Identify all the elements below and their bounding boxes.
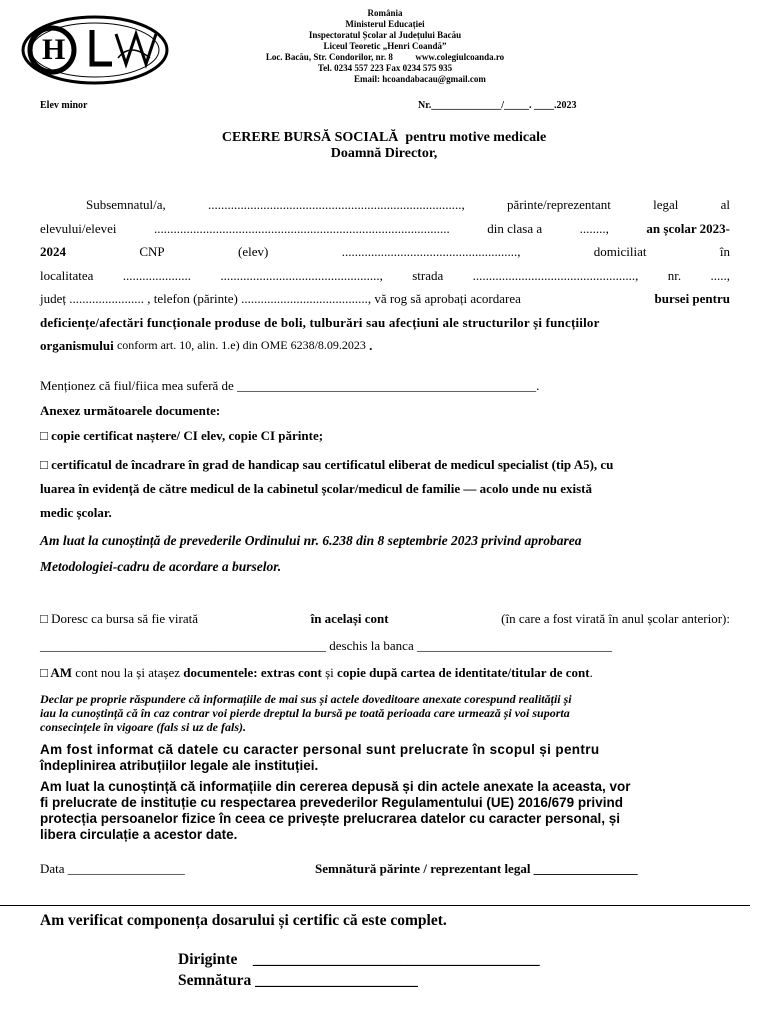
text-bold: bursei pentru: [654, 291, 730, 306]
text: Subsemnatul/a,: [86, 197, 166, 212]
text: luarea în evidență de către medicul de la cabinetul școlar/medicul de familie — acolo unde nu există: [40, 481, 592, 496]
header-line: Loc. Bacău, Str. Condorilor, nr. 8 www.colegiulcoanda.ro: [265, 52, 505, 62]
text-bold: organismului: [40, 338, 114, 353]
registration-number: Nr.______________/_____. ____.2023: [418, 100, 577, 111]
text: CNP: [139, 244, 165, 259]
text: localitatea: [40, 267, 94, 283]
header-line: Tel. 0234 557 223 Fax 0234 575 935: [317, 63, 453, 73]
annex-title: Anexez următoarele documente:: [40, 403, 221, 418]
divider: [0, 905, 750, 906]
locality-blank: .....................: [122, 267, 192, 283]
parent-signature: Semnătură părinte / reprezentant legal ________________: [315, 861, 638, 876]
street-blank: ..................................................,: [472, 267, 639, 283]
greeting: Doamnă Director,: [330, 146, 438, 161]
option-same-account: □ Doresc ca bursa să fie virată: [40, 611, 198, 626]
form-teacher-field: Diriginte _____________________________________: [178, 951, 540, 968]
header-line: Liceul Teoretic „Henri Coandă”: [323, 41, 447, 51]
text: deschis la banca: [329, 638, 414, 653]
text-bold: deficiențe/afectări funcționale produse de boli, tulburări sau afecțiuni ale structurilor și funcțiilor: [40, 314, 600, 330]
text: legal: [653, 197, 679, 212]
text: Am luat la cunoștință că informațiile din cererea depusă și din actele anexate la aceasta, vor: [40, 779, 631, 794]
school-year-end: 2024: [40, 244, 66, 259]
school-header: [200, 8, 570, 85]
request-paragraph: [40, 193, 730, 358]
text-bold: documentele: extras cont: [183, 665, 322, 680]
header-line: Email: hcoandabacau@gmail.com: [354, 74, 486, 84]
date-field: Data __________________: [40, 861, 185, 876]
text: în: [719, 244, 730, 259]
cnp-blank: ......................................................,: [341, 244, 521, 259]
text: părinte/reprezentant: [506, 197, 611, 212]
gdpr-notice-2: [40, 779, 740, 843]
number-blank: .....,: [710, 267, 730, 283]
text: îndeplinirea atribuțiilor legale ale instituției.: [40, 758, 319, 773]
text: conform art. 10, alin. 1.e) din OME 6238/8.09.2023: [116, 338, 366, 352]
teacher-signature: Semnătura _____________________: [178, 972, 418, 989]
class-blank: ........,: [579, 220, 609, 236]
text: nr.: [667, 267, 682, 283]
text: strada: [412, 267, 444, 283]
text: fi prelucrate de instituție cu respectarea prevederilor Regulamentului (UE) 2016/679 privind: [40, 795, 623, 810]
bank-blank: ______________________________: [416, 638, 612, 653]
text: din clasa a: [487, 220, 543, 236]
gdpr-notice-1: [40, 742, 740, 774]
text-bold: copie după cartea de identitate/titular de cont: [337, 665, 590, 680]
account-blank: ____________________________________________: [40, 638, 326, 653]
text: (elev): [238, 244, 269, 259]
text: .: [369, 338, 373, 353]
text-bold: în același cont: [310, 611, 389, 626]
school-year: an școlar 2023-: [646, 220, 730, 236]
text: cont nou la și atașez: [75, 665, 180, 680]
svg-text:H: H: [42, 33, 66, 66]
header-line: Inspectoratul Școlar al Județului Bacău: [308, 30, 462, 40]
student-blank: ...........................................................................................: [154, 220, 450, 236]
option-new-account: □ AM: [40, 665, 73, 680]
text: iau la cunoștință că în caz contrar voi pierde dreptul la bursă pe toată perioada care urmează și voi suporta: [40, 706, 570, 720]
declaration: [40, 692, 740, 734]
text: Am fost informat că datele cu caracter personal sunt prelucrate în scopul și pentru: [40, 742, 600, 757]
text: Am luat la cunoștință de prevederile Ordinului nr. 6.238 din 8 septembrie 2023 privind aprobarea: [40, 533, 582, 548]
title-suffix: pentru motive medicale: [405, 130, 547, 145]
header-line: Ministerul Educației: [345, 19, 425, 29]
text: consecințele în vigoare (fals si uz de fals).: [40, 720, 246, 734]
ordin-statement: Am luat la cunoștință de prevederile Ordinului nr. 6.238 din 8 septembrie 2023 privind aprobarea Metodologiei-cadru de acordare a burselor.: [40, 528, 735, 580]
text: libera circulație a acestor date.: [40, 827, 238, 842]
annex-item: □ copie certificat naștere/ CI elev, copie CI părinte;: [40, 428, 324, 443]
text: Metodologiei-cadru de acordare a burselor: [40, 559, 278, 574]
annex-item: [40, 453, 730, 525]
text: protecția persoanelor fizice în ceea ce privește prelucrarea datelor cu caracter personal, și: [40, 811, 621, 826]
text: medic școlar.: [40, 505, 112, 520]
title-main: CERERE BURSĂ SOCIALĂ: [221, 130, 399, 145]
text: elevului/elevei: [40, 220, 117, 236]
locality-blank: .................................................,: [220, 267, 383, 283]
text: .: [589, 665, 593, 680]
text: domiciliat: [593, 244, 647, 259]
elev-minor-label: Elev minor: [40, 100, 88, 111]
text: (în care a fost virată în anul școlar anterior):: [501, 611, 730, 626]
document-title: [0, 130, 768, 162]
school-logo: [20, 14, 170, 86]
text: și: [325, 665, 334, 680]
text: □ certificatul de încadrare în grad de handicap sau certificatul eliberat de medicul specialist (tip A5), cu: [40, 457, 614, 472]
bank-section: [40, 607, 730, 684]
condition-line: Menționez că fiul/fiica mea suferă de ______________________________________________.: [40, 378, 540, 393]
name-blank: ..............................................................................,: [208, 197, 465, 212]
verification-statement: Am verificat componența dosarului și certific că este complet.: [40, 912, 447, 929]
text: al: [720, 197, 730, 212]
header-line: România: [367, 8, 403, 18]
text: județ ....................... , telefon (părinte) ......................................., vă rog să aprobați acordarea: [40, 291, 521, 306]
text: Declar pe proprie răspundere că informațiile de mai sus și actele doveditoare anexate corespund realității și: [40, 692, 572, 706]
